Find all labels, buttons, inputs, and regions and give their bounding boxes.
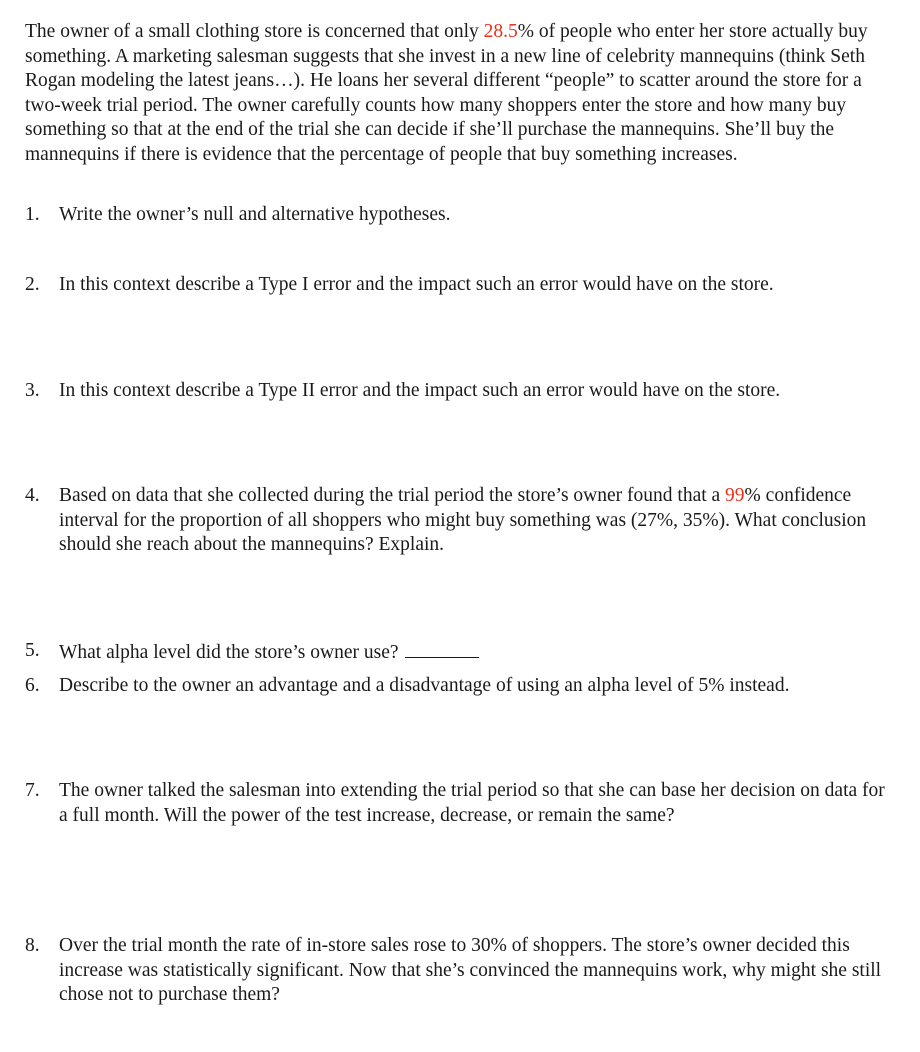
question-text	[59, 484, 885, 558]
question-3	[25, 379, 885, 404]
answer-blank[interactable]	[405, 639, 479, 658]
question-number: 5.	[25, 640, 40, 661]
confidence-level: 99	[725, 485, 745, 506]
question-7	[25, 779, 885, 828]
question-8	[25, 934, 885, 1008]
question-5	[25, 639, 885, 666]
question-number: 2.	[25, 274, 40, 295]
question-text: In this context describe a Type I error and the impact such an error would have on the store.	[59, 274, 774, 295]
question-text: Describe to the owner an advantage and a disadvantage of using an alpha level of 5% instead.	[59, 675, 790, 696]
question-number: 3.	[25, 380, 40, 401]
question-4-text-post: % confidence interval for the proportion of all shoppers who might buy something was (27%, 35%). What conclusion should she reach about the mannequins? Explain.	[59, 485, 867, 556]
question-4-text-pre: Based on data that she collected during the trial period the store’s owner found that a	[59, 485, 726, 506]
intro-paragraph	[25, 20, 885, 168]
intro-text-part2: % of people who enter her store actually buy something. A marketing salesman suggests that she invest in a new line of celebrity mannequins (think Seth Rogan modeling the latest jeans…). He loans her several different “people” to scatter around the store for a two-week trial period. The owner carefully counts how many shoppers enter the store and how many buy something so that at the end of the trial she can decide if she’ll purchase the mannequins. She’ll buy the mannequins if there is evidence that the percentage of people that buy something increases.	[25, 21, 868, 165]
question-number: 6.	[25, 675, 40, 696]
worksheet-page	[25, 20, 885, 1006]
question-2	[25, 273, 885, 298]
intro-percent: 28.5	[483, 21, 518, 42]
question-text: Write the owner’s null and alternative hypotheses.	[59, 204, 451, 225]
question-6	[25, 674, 885, 699]
intro-text-part1: The owner of a small clothing store is concerned that only	[25, 21, 484, 42]
question-text: What alpha level did the store’s owner use?	[59, 642, 399, 663]
question-text: In this context describe a Type II error and the impact such an error would have on the store.	[59, 380, 781, 401]
question-text: Over the trial month the rate of in-store sales rose to 30% of shoppers. The store’s owner decided this increase was statistically significant. Now that she’s convinced the mannequins work, why might she still chose not to purchase them?	[59, 935, 882, 1006]
question-number: 7.	[25, 780, 40, 801]
question-4	[25, 484, 885, 558]
question-text: The owner talked the salesman into extending the trial period so that she can base her decision on data for a full month. Will the power of the test increase, decrease, or remain the same?	[59, 780, 885, 826]
question-number: 1.	[25, 204, 40, 225]
question-number: 8.	[25, 935, 40, 956]
question-number: 4.	[25, 485, 40, 506]
question-1	[25, 203, 885, 228]
